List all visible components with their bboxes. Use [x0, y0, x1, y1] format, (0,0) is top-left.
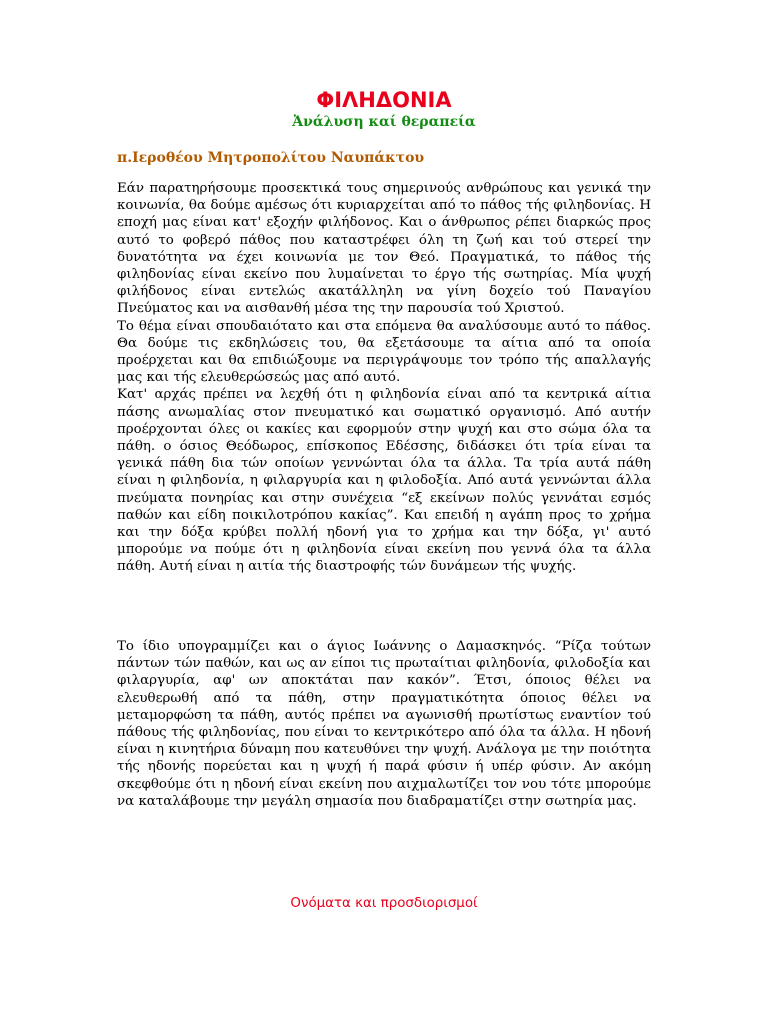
body-text-section-1 — [117, 180, 651, 576]
section-heading: Ονόματα και προσδιορισμοί — [290, 896, 478, 911]
paragraph: Το θέμα είναι σπουδαιότατο και στα επόμενα θα αναλύσουμε αυτό το πάθος. Θα δούμε τις εκδηλώσεις του, θα εξετάσουμε τα αίτια από τα οποία προέρχεται και θα επιδιώξουμε να περιγράψουμε τον τρόπο τής απαλλαγής μας και τής ελευθερώσεώς μας από αυτό. — [117, 318, 651, 386]
document-subtitle: Ἀνάλυση καί θεραπεία — [292, 114, 476, 130]
document-title: ΦΙΛΗΔΟΝΙΑ — [316, 88, 452, 112]
author-line: π.Ιεροθέου Μητροπολίτου Ναυπάκτου — [117, 150, 425, 166]
paragraph: Κατ' αρχάς πρέπει να λεχθή ότι η φιληδονία είναι από τα κεντρικά αίτια πάσης ανωμαλίας στον πνευματικό και σωματικό οργανισμό. Από αυτήν προέρχονται όλες οι κακίες και εφορμούν στην ψυχή και στο σώμα όλα τα πάθη. ο όσιος Θεόδωρος, επίσκοπος Εδέσσης, διδάσκει ότι τρία είναι τα γενικά πάθη δια τών οποίων γεννώνται όλα τα άλλα. Τα τρία αυτά πάθη είναι η φιληδονία, η φιλαργυρία και η φιλοδοξία. Από αυτά γεννώνται άλλα πνεύματα πονηρίας και στην συνέχεια “εξ εκείνων πολύς γεννάται εσμός παθών και είδη ποικιλοτρόπου κακίας”. Και επειδή η αγάπη προς το χρήμα και την δόξα κρύβει πολλή ηδονή για το χρήμα και την δόξα, γι' αυτό μπορούμε να πούμε ότι η φιληδονία είναι εκείνη που γεννά όλα τα άλλα πάθη. Αυτή είναι η αιτία τής διαστροφής τών δυνάμεων τής ψυχής. — [117, 387, 651, 575]
paragraph: Εάν παρατηρήσουμε προσεκτικά τους σημερινούς ανθρώπους και γενικά την κοινωνία, θα δούμε αμέσως ότι κυριαρχείται από το πάθος τής φιληδονίας. Η εποχή μας είναι κατ' εξοχήν φιλήδονος. Και ο άνθρωπος ρέπει διαρκώς προς αυτό το φοβερό πάθος που καταστρέφει όλη τη ζωή και τού στερεί την δυνατότητα να έχει κοινωνία με τον Θεό. Πραγματικά, το πάθος τής φιληδονίας είναι εκείνο που λυμαίνεται το έργο τής σωτηρίας. Μία ψυχή φιλήδονος είναι εντελώς ακατάλληλη να γίνη δοχείο τού Παναγίου Πνεύματος και να αισθανθή μέσα της την παρουσία τού Χριστού. — [117, 181, 651, 317]
body-text-section-2 — [117, 638, 651, 810]
paragraph: Το ίδιο υπογραμμίζει και ο άγιος Ιωάννης ο Δαμασκηνός. “Ρίζα τούτων πάντων τών παθών, και ως αν είποι τις πρωταίτιαι φιληδονία, φιλοδοξία και φιλαργυρία, αφ' ων αποκτάται παν κακόν”. Έτσι, όποιος θέλει να ελευθερωθή από τα πάθη, στην πραγματικότητα όποιος θέλει να μεταμορφώση τα πάθη, αυτός πρέπει να αγωνισθή πρωτίστως εναντίον τού πάθους τής φιληδονίας, που είναι το κεντρικότερο από όλα τα άλλα. Η ηδονή είναι η κινητήρια δύναμη που κατευθύνει την ψυχή. Ανάλογα με την ποιότητα τής ηδονής πορεύεται και η ψυχή ή παρά φύσιν ή υπέρ φύσιν. Αν ακόμη σκεφθούμε ότι η ηδονή είναι εκείνη που αιχμαλωτίζει τον νου τότε μπορούμε να καταλάβουμε την μεγάλη σημασία που διαδραματίζει στην σωτηρία μας. — [117, 639, 651, 809]
